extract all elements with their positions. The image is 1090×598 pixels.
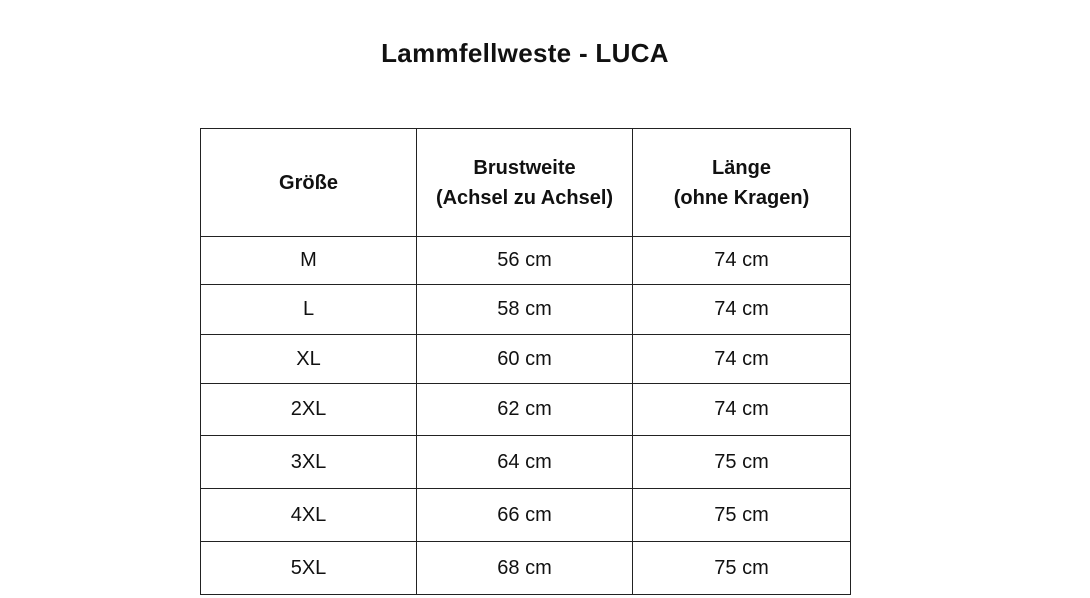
length-cell: 74 cm [633,384,851,436]
header-size-label: Größe [279,171,338,194]
header-chest-width-label: Brustweite [473,156,576,179]
header-chest-width-sublabel: (Achsel zu Achsel) [435,186,614,209]
header-length-sublabel: (ohne Kragen) [673,186,810,209]
length-cell: 74 cm [633,237,851,285]
chest-width-cell: 68 cm [417,542,633,595]
page-title: Lammfellweste - LUCA [381,38,669,68]
table-row [201,436,851,489]
table-row [201,335,851,384]
length-cell: 75 cm [633,542,851,595]
size-cell: 3XL [201,436,417,489]
size-cell: L [201,285,417,335]
header-size [201,129,417,237]
chest-width-cell: 58 cm [417,285,633,335]
table-header-row [201,129,851,237]
table-row [201,489,851,542]
chest-width-cell: 66 cm [417,489,633,542]
table-row [201,384,851,436]
table-row [201,285,851,335]
size-cell: XL [201,335,417,384]
chest-width-cell: 56 cm [417,237,633,285]
table-row [201,542,851,595]
size-cell: 2XL [201,384,417,436]
length-cell: 75 cm [633,436,851,489]
chest-width-cell: 64 cm [417,436,633,489]
header-chest-width [417,129,633,237]
chest-width-cell: 62 cm [417,384,633,436]
length-cell: 75 cm [633,489,851,542]
size-cell: 4XL [201,489,417,542]
header-length [633,129,851,237]
chest-width-cell: 60 cm [417,335,633,384]
size-cell: 5XL [201,542,417,595]
length-cell: 74 cm [633,285,851,335]
size-table [200,128,851,595]
table-row [201,237,851,285]
length-cell: 74 cm [633,335,851,384]
size-cell: M [201,237,417,285]
header-length-label: Länge [712,156,771,179]
